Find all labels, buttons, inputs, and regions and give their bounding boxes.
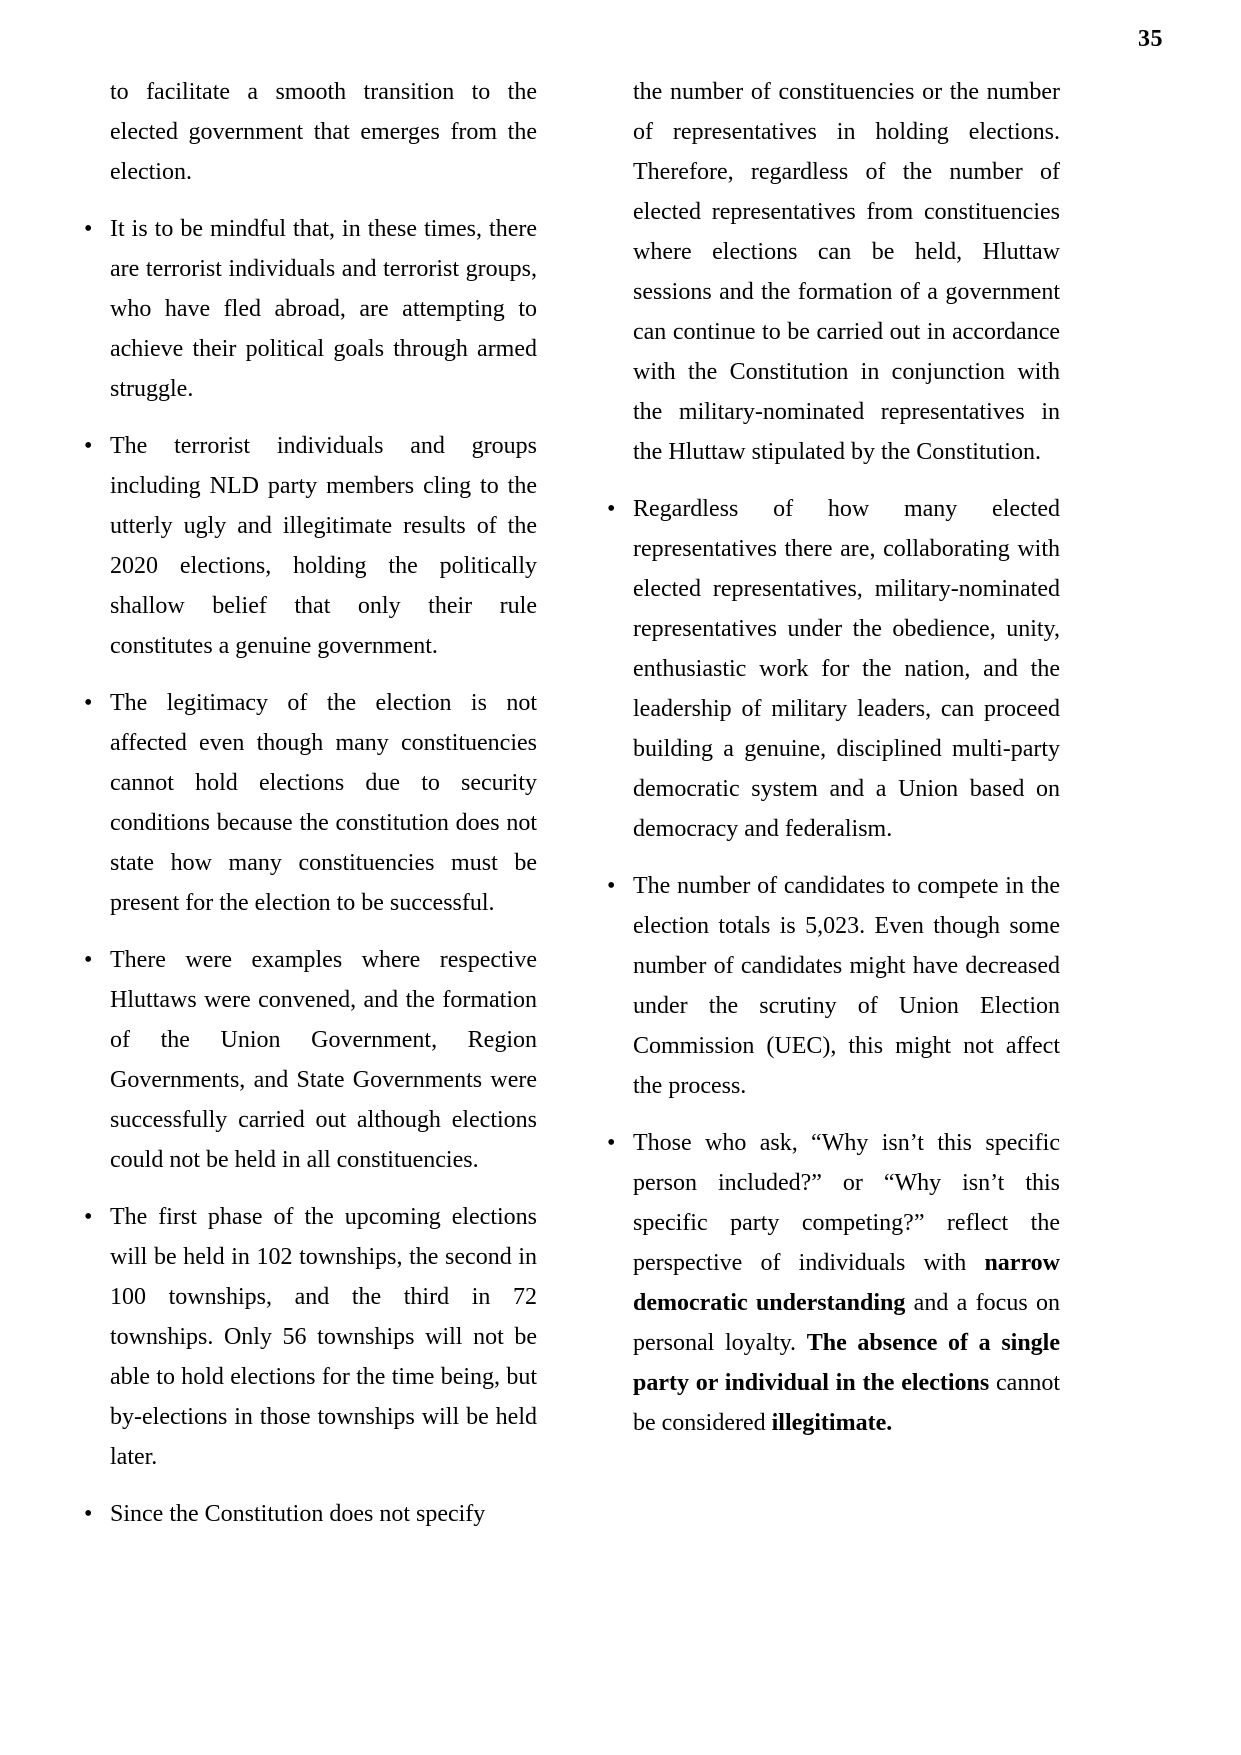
paragraph-text — [110, 216, 537, 402]
text-segment: The terrorist individuals and groups including NLD party members cling to the utterly ugly and illegitimate results of the 2020 elections, holding the politically shallow belief that only their rule constitutes a genuine government. — [110, 433, 537, 659]
bullet-icon: • — [84, 433, 93, 459]
bullet-item — [605, 489, 1060, 849]
bullet-item — [82, 209, 537, 409]
bullet-item — [605, 866, 1060, 1106]
text-segment: and a focus on personal loyalty. — [633, 1290, 1060, 1356]
text-segment: There were examples where respective Hluttaws were convened, and the formation of the Union Government, Region Governments, and State Governments were successfully carried out although elections could not be held in all constituencies. — [110, 947, 537, 1173]
paragraph-text — [633, 873, 1060, 1099]
bullet-item — [605, 1123, 1060, 1443]
bullet-icon: • — [84, 690, 93, 716]
bullet-item — [82, 1197, 537, 1477]
page-number: 35 — [1138, 26, 1163, 52]
paragraph-text — [110, 690, 537, 916]
text-segment: The legitimacy of the election is not affected even though many constituencies cannot hold elections due to security conditions because the constitution does not state how many constituencies must be present for the election to be successful. — [110, 690, 537, 916]
text-segment: Those who ask, “Why isn’t this specific person included?” or “Why isn’t this specific party competing?” reflect the perspective of individuals with — [633, 1130, 1060, 1276]
bullet-item — [82, 426, 537, 666]
two-column-layout — [82, 72, 1060, 1534]
bullet-icon: • — [607, 1130, 616, 1156]
text-segment: Since the Constitution does not specify — [110, 1501, 486, 1527]
paragraph-text — [110, 1501, 485, 1527]
right-column — [605, 72, 1060, 1534]
text-segment: to facilitate a smooth transition to the elected government that emerges from the election. — [110, 79, 537, 185]
continuation-paragraph — [605, 72, 1060, 472]
paragraph-text — [110, 1204, 537, 1470]
bullet-icon: • — [84, 1204, 93, 1230]
paragraph-text — [110, 947, 537, 1173]
text-segment: The number of candidates to compete in the election totals is 5,023. Even though some number of candidates might have decreased under the scrutiny of Union Election Commission (UEC), this might not affect the process. — [633, 873, 1060, 1099]
bullet-item — [82, 683, 537, 923]
paragraph-text — [110, 433, 537, 659]
paragraph-text — [633, 1130, 1060, 1436]
bullet-icon: • — [84, 947, 93, 973]
text-segment: The first phase of the upcoming elections will be held in 102 townships, the second in 100 townships, and the third in 72 townships. Only 56 townships will not be able to hold elections for the time being, but by-elections in those townships will be held later. — [110, 1204, 537, 1470]
text-segment: cannot be considered — [633, 1370, 1060, 1436]
text-segment: illegitimate. — [771, 1410, 893, 1436]
bullet-item — [82, 940, 537, 1180]
text-segment: Regardless of how many elected representatives there are, collaborating with elected representatives, military-nominated representatives under the obedience, unity, enthusiastic work for the nation, and the leadership of military leaders, can proceed building a genuine, disciplined multi-party democratic system and a Union based on democracy and federalism. — [633, 496, 1060, 842]
continuation-paragraph — [82, 72, 537, 192]
bullet-item — [82, 1494, 537, 1534]
bullet-icon: • — [607, 873, 616, 899]
text-segment: The absence of a single party or individual in the elections — [633, 1330, 1061, 1396]
text-segment: the number of constituencies or the number of representatives in holding elections. Therefore, regardless of the number of elected representatives from constituencies where elections can be held, Hluttaw sessions and the formation of a government can continue to be carried out in accordance with the Constitution in conjunction with the military-nominated representatives in the Hluttaw stipulated by the Constitution. — [633, 79, 1060, 465]
left-column — [82, 72, 537, 1534]
paragraph-text — [110, 79, 537, 185]
bullet-icon: • — [84, 216, 93, 242]
paragraph-text — [633, 79, 1060, 465]
bullet-icon: • — [84, 1501, 93, 1527]
bullet-icon: • — [607, 496, 616, 522]
text-segment: It is to be mindful that, in these times, there are terrorist individuals and terrorist groups, who have fled abroad, are attempting to achieve their political goals through armed struggle. — [110, 216, 537, 402]
text-segment: narrow democratic understanding — [633, 1250, 1060, 1316]
paragraph-text — [633, 496, 1060, 842]
